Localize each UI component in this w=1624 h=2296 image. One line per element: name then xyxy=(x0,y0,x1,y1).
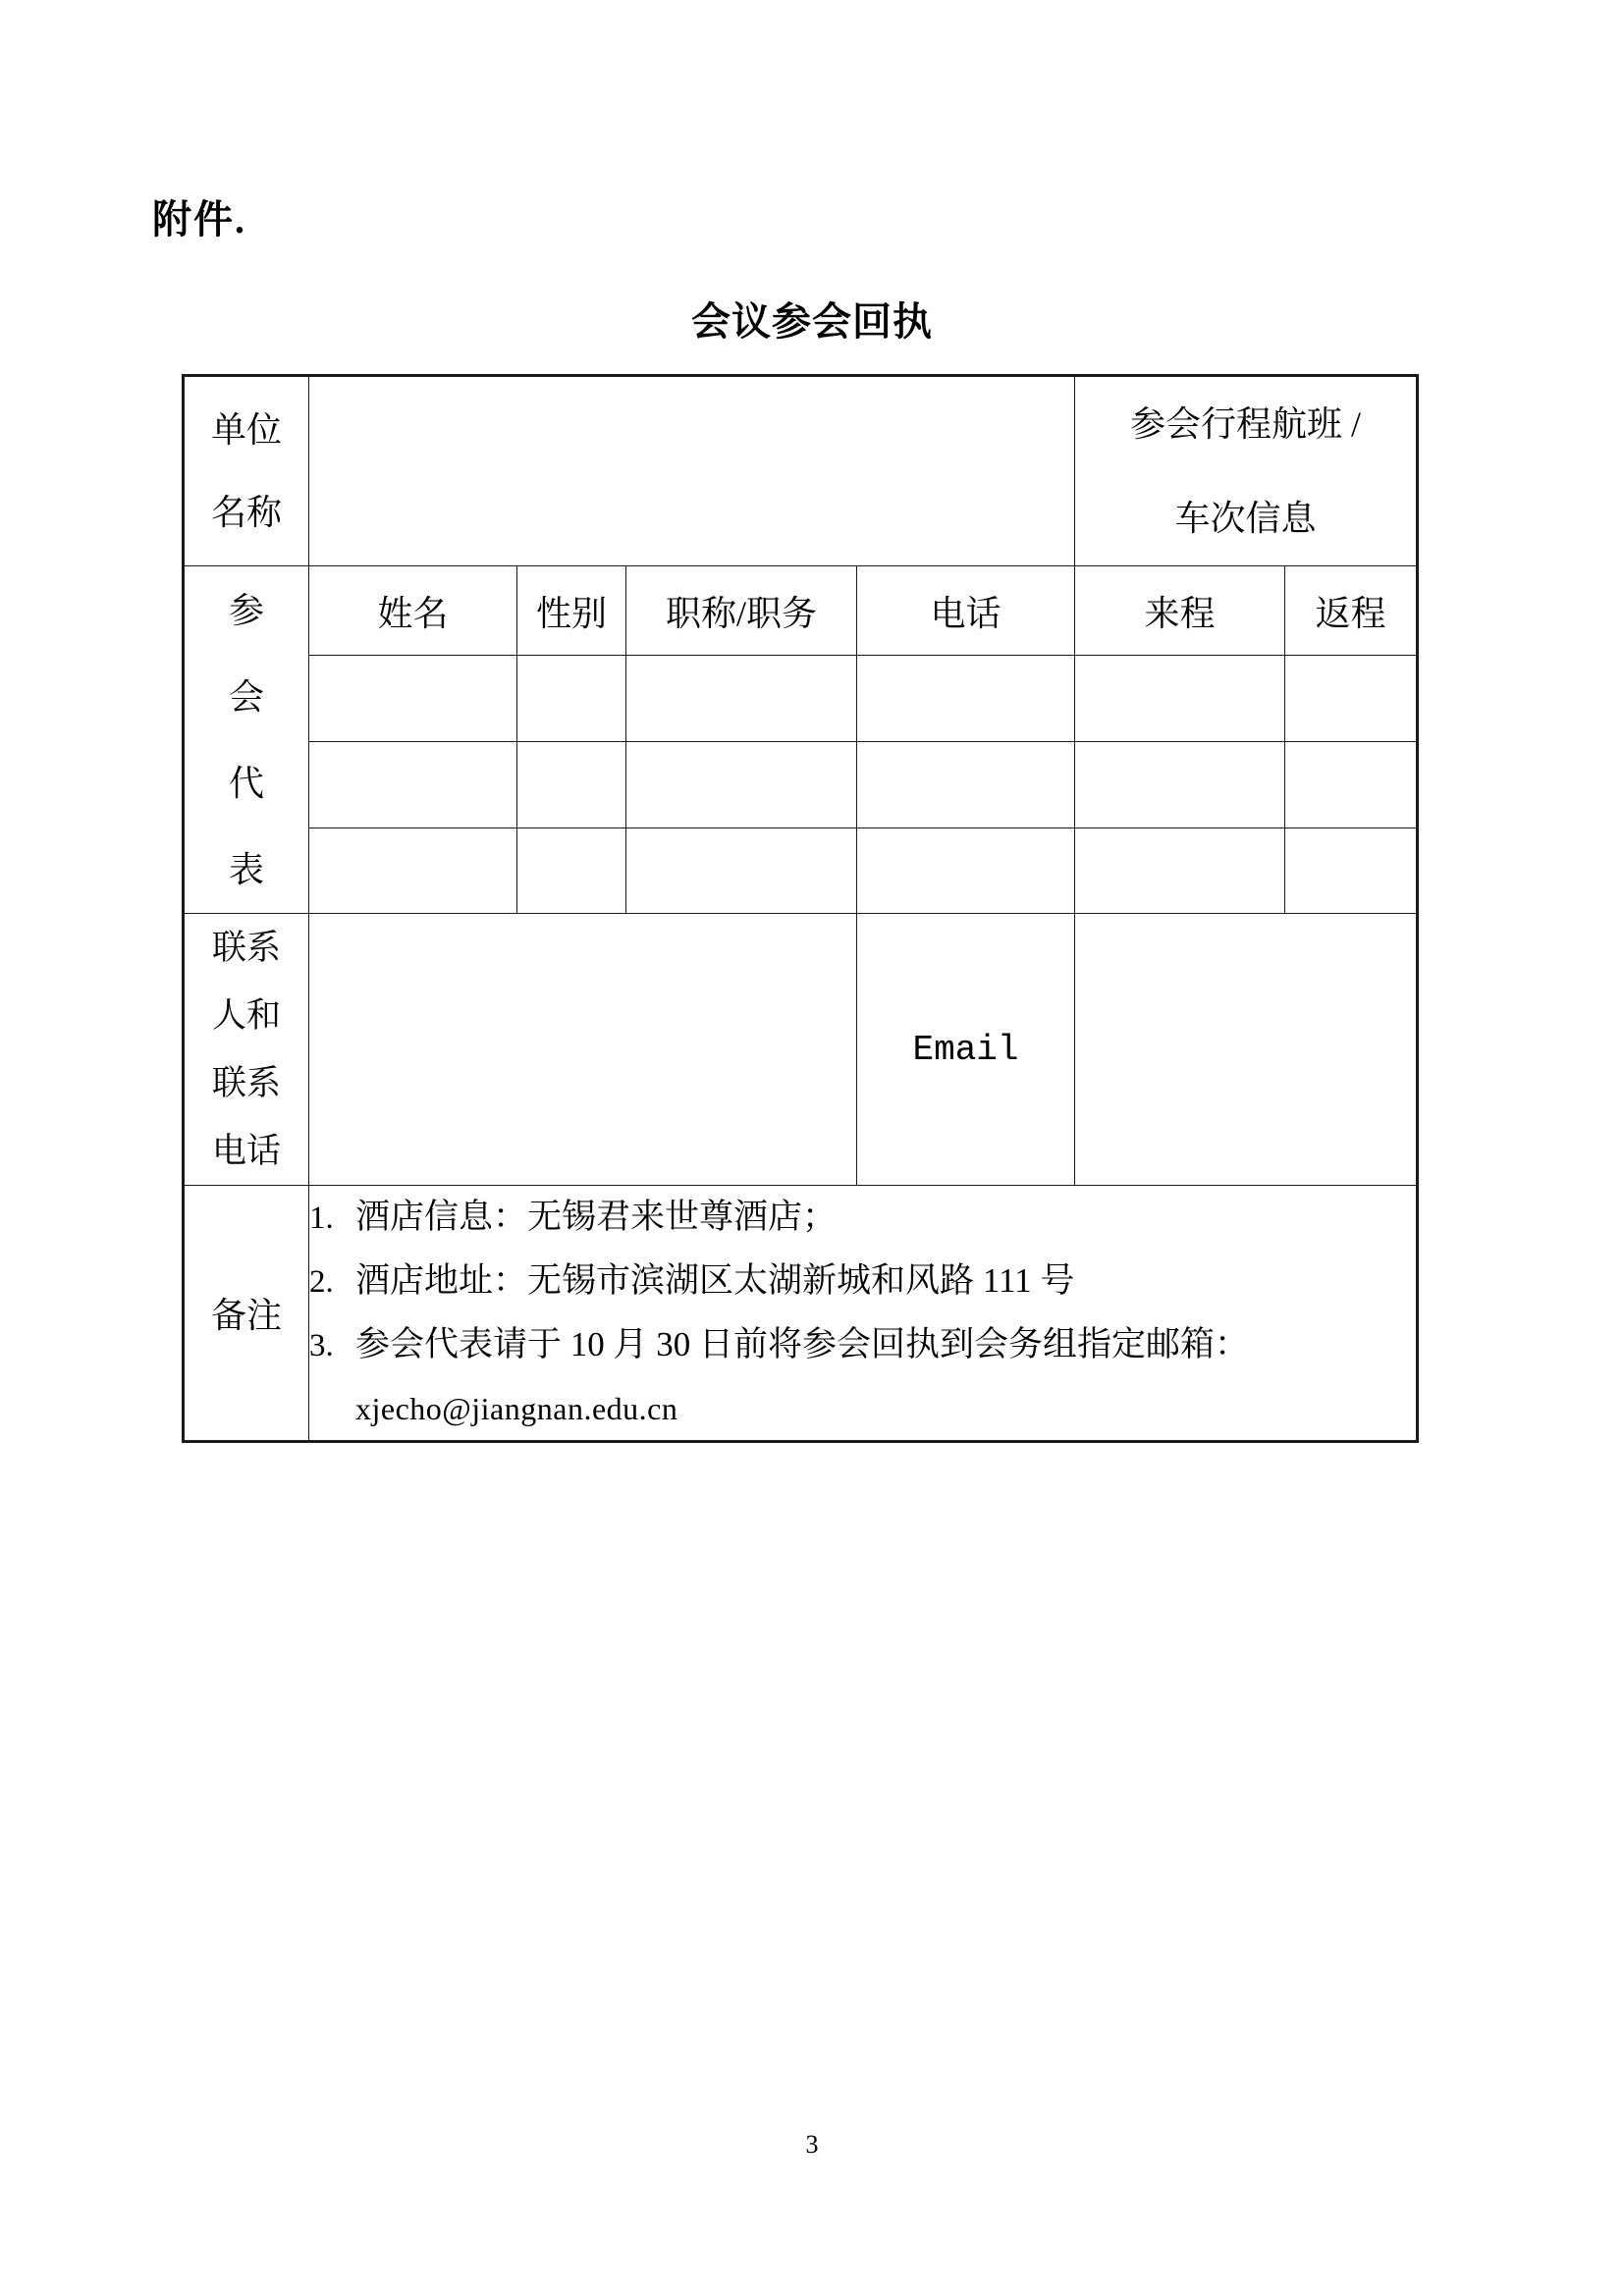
delegate1-return-input-cell[interactable] xyxy=(1285,656,1418,742)
note-item-2 xyxy=(309,1250,1416,1313)
contact-input-cell[interactable] xyxy=(309,914,857,1186)
contact-line4: 电话 xyxy=(211,1132,281,1170)
delegate3-arrival-input-cell[interactable] xyxy=(1075,828,1285,914)
note-3-number: 3. xyxy=(309,1328,334,1363)
note-1-text: 酒店信息：无锡君来世尊酒店； xyxy=(355,1198,838,1236)
contact-line1: 联系 xyxy=(211,929,281,967)
header-arrival-cell: 来程 xyxy=(1075,566,1285,656)
note-1-number: 1. xyxy=(309,1201,334,1236)
delegate3-phone-input-cell[interactable] xyxy=(857,828,1075,914)
unit-name-input-cell[interactable] xyxy=(309,376,1075,566)
reply-form-table xyxy=(182,374,1419,1443)
email-label-cell: Email xyxy=(857,914,1075,1186)
note-2-text: 酒店地址：无锡市滨湖区太湖新城和风路 111 号 xyxy=(355,1261,1075,1300)
travel-info-header-cell xyxy=(1075,376,1418,566)
delegate-row-2 xyxy=(184,742,1418,828)
delegate2-name-input-cell[interactable] xyxy=(309,742,517,828)
delegate2-arrival-input-cell[interactable] xyxy=(1075,742,1285,828)
remarks-content-cell xyxy=(309,1186,1418,1442)
delegate1-name-input-cell[interactable] xyxy=(309,656,517,742)
delegate3-return-input-cell[interactable] xyxy=(1285,828,1418,914)
unit-name-label-cell xyxy=(184,376,309,566)
delegates-char2: 会 xyxy=(228,676,264,717)
reply-email-address: xjecho@jiangnan.edu.cn xyxy=(355,1391,678,1426)
note-item-3 xyxy=(309,1313,1416,1377)
email-input-cell[interactable] xyxy=(1075,914,1418,1186)
delegate1-title-input-cell[interactable] xyxy=(626,656,857,742)
delegate-row-3 xyxy=(184,828,1418,914)
header-phone-cell: 电话 xyxy=(857,566,1075,656)
page-number: 3 xyxy=(805,2130,819,2159)
attachment-label: 附件. xyxy=(152,197,246,241)
delegate2-title-input-cell[interactable] xyxy=(626,742,857,828)
contact-line3: 联系 xyxy=(211,1064,281,1102)
note-3-text: 参会代表请于 10 月 30 日前将参会回执到会务组指定邮箱： xyxy=(355,1325,1250,1363)
note-item-email xyxy=(309,1377,1416,1440)
contact-line2: 人和 xyxy=(211,996,281,1035)
delegates-char3: 代 xyxy=(228,763,264,803)
delegate3-title-input-cell[interactable] xyxy=(626,828,857,914)
delegate2-return-input-cell[interactable] xyxy=(1285,742,1418,828)
unit-name-line2: 名称 xyxy=(210,493,282,532)
delegates-char4: 表 xyxy=(228,849,264,889)
delegate1-arrival-input-cell[interactable] xyxy=(1075,656,1285,742)
contact-label-cell xyxy=(184,914,309,1186)
note-item-1 xyxy=(309,1186,1416,1250)
delegate2-phone-input-cell[interactable] xyxy=(857,742,1075,828)
header-gender-cell: 性别 xyxy=(517,566,626,656)
delegates-char1: 参 xyxy=(228,590,264,630)
remarks-label-cell: 备注 xyxy=(184,1186,309,1442)
delegates-label-cell xyxy=(184,566,309,914)
header-title-position-cell: 职称/职务 xyxy=(626,566,857,656)
delegate3-name-input-cell[interactable] xyxy=(309,828,517,914)
delegate1-gender-input-cell[interactable] xyxy=(517,656,626,742)
travel-header-line2: 车次信息 xyxy=(1174,499,1317,538)
header-name-cell: 姓名 xyxy=(309,566,517,656)
travel-header-line1: 参会行程航班 / xyxy=(1130,404,1362,444)
header-return-cell: 返程 xyxy=(1285,566,1418,656)
unit-name-line1: 单位 xyxy=(210,410,282,450)
delegate1-phone-input-cell[interactable] xyxy=(857,656,1075,742)
note-2-number: 2. xyxy=(309,1264,334,1300)
delegate-row-1 xyxy=(184,656,1418,742)
form-title: 会议参会回执 xyxy=(691,299,933,344)
delegate3-gender-input-cell[interactable] xyxy=(517,828,626,914)
delegate2-gender-input-cell[interactable] xyxy=(517,742,626,828)
